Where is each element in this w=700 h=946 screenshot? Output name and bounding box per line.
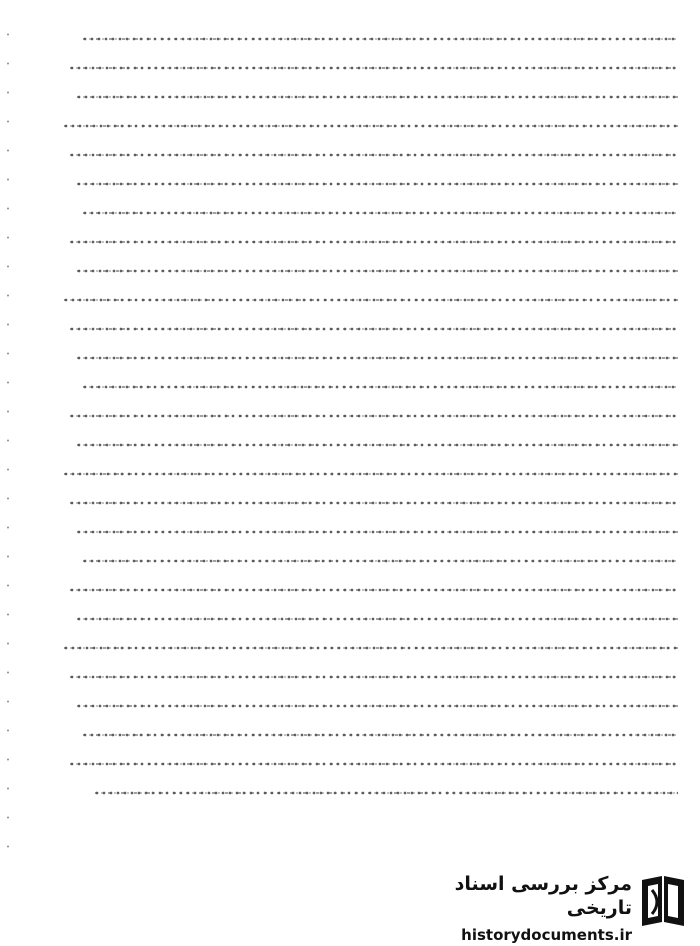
handwritten-line [77, 616, 678, 622]
handwritten-line [64, 471, 678, 477]
margin-punch-dots [6, 20, 10, 850]
handwritten-line [70, 587, 678, 593]
handwritten-line [70, 65, 678, 71]
handwritten-line [70, 152, 678, 158]
handwritten-line [70, 326, 678, 332]
handwritten-line [77, 355, 678, 361]
book-icon [636, 872, 688, 930]
watermark-text [402, 872, 632, 946]
handwritten-line [70, 761, 678, 767]
handwritten-line [83, 36, 678, 42]
handwritten-line [70, 413, 678, 419]
watermark-url: historydocuments.ir [461, 926, 632, 944]
handwritten-text-body [58, 36, 678, 819]
handwritten-line [70, 674, 678, 680]
handwritten-line [77, 94, 678, 100]
handwritten-line [77, 442, 678, 448]
watermark-title: مرکز بررسی اسناد تاریخی [454, 873, 632, 919]
handwritten-line [70, 239, 678, 245]
handwritten-line [70, 500, 678, 506]
handwritten-line [77, 181, 678, 187]
handwritten-line [83, 210, 678, 216]
handwritten-line [83, 732, 678, 738]
handwritten-line [77, 529, 678, 535]
handwritten-line [77, 268, 678, 274]
handwritten-line [83, 558, 678, 564]
archive-watermark [402, 866, 692, 944]
handwritten-line [83, 384, 678, 390]
handwritten-line [64, 645, 678, 651]
handwritten-line [64, 123, 678, 129]
handwritten-line [95, 790, 678, 796]
handwritten-line [64, 297, 678, 303]
handwritten-line [77, 703, 678, 709]
